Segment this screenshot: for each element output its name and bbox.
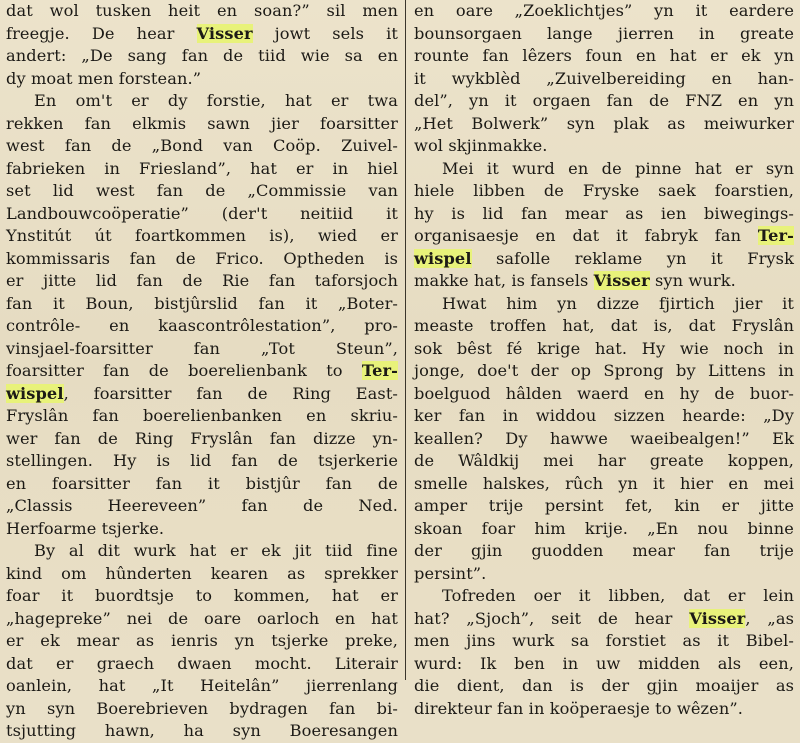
text-segment: measte troffen hat, dat is, dat Fryslân <box>414 316 794 335</box>
text-segment: rounte fan lêzers foun en hat er ek yn <box>414 46 794 65</box>
text-line <box>6 203 398 226</box>
highlighted-name: Ter- <box>361 361 398 380</box>
text-segment: dat wol tusken heit en soan?” sil men <box>6 1 398 20</box>
text-line <box>414 180 794 203</box>
text-segment: fabrieken in Friesland”, hat er in hiel <box>6 158 398 178</box>
text-segment: contrôle- en kaascontrôlestation”, pro- <box>6 316 398 335</box>
text-line <box>414 23 794 46</box>
text-segment: die dient, dan is der gjin moaijer as <box>414 676 794 695</box>
text-segment: dy moat men forstean.” <box>6 68 202 88</box>
text-line <box>6 383 398 406</box>
text-line <box>414 158 794 181</box>
text-line <box>414 653 794 676</box>
text-line <box>6 45 398 68</box>
text-line <box>414 315 794 338</box>
text-line <box>414 225 794 248</box>
text-segment: „hagepreke” nei de oare oarloch en hat <box>6 608 398 628</box>
text-line <box>414 45 794 68</box>
text-segment: smelle halskes, rûch yn it hier en mei <box>414 473 794 493</box>
text-line <box>414 495 794 518</box>
text-line <box>6 495 398 518</box>
text-segment: foar it buordtsje to kommen, hat er <box>6 586 398 605</box>
highlighted-name: Visser <box>196 23 253 43</box>
text-line <box>6 405 398 428</box>
highlighted-name: Ter- <box>757 226 794 245</box>
text-line <box>6 293 398 316</box>
text-segment: bounsorgaen lange jierren in greate <box>414 23 794 43</box>
text-segment: En om't er dy forstie, hat er twa <box>34 91 398 110</box>
text-line <box>414 405 794 428</box>
text-segment: yn syn Boerebrieven bydragen fan bi- <box>6 698 398 718</box>
text-line <box>414 203 794 226</box>
text-line <box>414 68 794 91</box>
text-segment: wol skjinmakke. <box>414 136 548 155</box>
text-line <box>6 338 398 361</box>
text-segment: tsjutting hawn, ha syn Boeresangen <box>6 721 398 740</box>
text-line <box>6 90 398 113</box>
text-line <box>6 158 398 181</box>
text-line <box>414 248 794 271</box>
text-segment: freegje. De hear <box>6 23 197 43</box>
text-segment: wer fan de Ring Fryslân fan dizze yn- <box>6 428 398 448</box>
text-line <box>6 225 398 248</box>
text-line <box>6 608 398 631</box>
text-line <box>414 518 794 541</box>
text-segment: ker fan in widdou sizzen hearde: „Dy <box>414 406 794 425</box>
text-line <box>414 360 794 383</box>
left-column <box>6 0 398 743</box>
text-line <box>6 428 398 451</box>
text-segment: er ek mear as ienris yn tsjerke preke, <box>6 631 398 650</box>
highlighted-name: wispel <box>414 248 472 268</box>
text-segment: vinsjael-foarsitter fan „Tot Steun”, <box>6 338 398 358</box>
text-segment: dat er graech dwaen mocht. Literair <box>6 653 398 673</box>
text-segment: persint”. <box>414 563 487 583</box>
text-line <box>414 0 794 23</box>
text-segment: makke hat, is fansels <box>414 271 594 290</box>
text-segment: jowt sels it <box>252 23 398 43</box>
text-segment: stellingen. Hy is lid fan de tsjerkerie <box>6 451 398 470</box>
text-line <box>414 563 794 586</box>
text-segment: fan it Boun, bistjûrslid fan it „Boter- <box>6 293 398 313</box>
text-segment: it wykblèd „Zuivelbereiding en han- <box>414 68 794 88</box>
text-line <box>6 518 398 541</box>
text-line <box>6 473 398 496</box>
text-line <box>6 585 398 608</box>
text-line <box>414 135 794 158</box>
text-segment: syn wurk. <box>649 271 736 290</box>
text-segment: „Classis Heereveen” fan de Ned. <box>6 496 398 515</box>
text-segment: safolle reklame yn it Frysk <box>471 248 794 268</box>
text-line <box>414 630 794 653</box>
text-segment: del”, yn it orgaen fan de FNZ en yn <box>414 91 794 110</box>
text-segment: oanlein, hat „It Heitelân” jierrenlang <box>6 676 398 695</box>
text-segment: amper trije persint fet, kin er jitte <box>414 496 794 515</box>
text-line <box>414 608 794 631</box>
text-line <box>414 540 794 563</box>
text-segment: foarsitter fan de boerelienbank to <box>6 361 362 380</box>
text-segment: der gjin guodden mear fan trije <box>414 541 794 560</box>
text-line <box>6 315 398 338</box>
right-column <box>414 0 794 720</box>
text-segment: Landbouwcoöperatie” (der't neitiid it <box>6 203 398 223</box>
text-line <box>414 698 794 721</box>
text-line <box>6 540 398 563</box>
text-line <box>414 90 794 113</box>
text-line <box>6 23 398 46</box>
text-segment: organisaesje en dat it fabryk fan <box>414 226 758 245</box>
text-line <box>6 0 398 23</box>
column-divider <box>405 0 406 680</box>
text-segment: , foarsitter fan de Ring East- <box>63 383 398 403</box>
text-line <box>6 563 398 586</box>
text-segment: set lid west fan de „Commissie van <box>6 181 398 200</box>
text-segment: Ynstitút út foartkommen is), wied er <box>6 226 398 245</box>
text-segment: hy is lid fan mear as ien biwegings- <box>414 203 794 223</box>
text-line <box>414 585 794 608</box>
text-line <box>6 675 398 698</box>
text-segment: er jitte lid fan de Rie fan taforsjoch <box>6 271 398 290</box>
text-segment: wurd: Ik ben in uw midden als een, <box>414 653 794 673</box>
text-segment: en oare „Zoeklichtjes” yn it eardere <box>414 1 794 20</box>
text-line <box>414 293 794 316</box>
text-segment: hat? „Sjoch”, seit de hear <box>414 608 690 628</box>
text-segment: kind om hûnderten kearen as sprekker <box>6 563 398 583</box>
text-segment: jonge, doe't der op Sprong by Littens in <box>414 361 794 380</box>
text-segment: Tofreden oer it libben, dat er lein <box>442 586 794 605</box>
text-line <box>6 450 398 473</box>
text-line <box>414 383 794 406</box>
text-segment: Hwat him yn dizze fjirtich jier it <box>442 293 794 313</box>
text-line <box>6 248 398 271</box>
text-line <box>414 450 794 473</box>
text-segment: , „as <box>745 608 794 628</box>
text-line <box>414 428 794 451</box>
text-line <box>414 113 794 136</box>
text-line <box>414 473 794 496</box>
text-line <box>6 698 398 721</box>
text-segment: direkteur fan in koöperaesje to wêzen”. <box>414 698 743 718</box>
text-line <box>414 675 794 698</box>
text-segment: skoan foar him krije. „En nou binne <box>414 518 794 538</box>
text-line <box>6 270 398 293</box>
text-segment: boelguod hâlden waerd en hy de buor- <box>414 383 794 403</box>
highlighted-name: wispel <box>6 383 64 403</box>
text-segment: andert: „De sang fan de tiid wie sa en <box>6 46 398 65</box>
text-segment: Fryslân fan boerelienbanken en skriu- <box>6 406 398 425</box>
text-segment: keallen? Dy hawwe waeibealgen!” Ek <box>414 428 794 448</box>
text-segment: kommissaris fan de Frico. Optheden is <box>6 248 398 268</box>
text-line <box>6 113 398 136</box>
highlighted-name: Visser <box>593 271 650 290</box>
text-segment: sok bêst fé krige hat. Hy wie noch in <box>414 338 794 358</box>
text-segment: Herfoarme tsjerke. <box>6 518 165 538</box>
text-segment: „Het Bolwerk” syn plak as meiwurker <box>414 113 794 133</box>
text-segment: By al dit wurk hat er ek jit tiid fine <box>34 541 398 560</box>
text-segment: west fan de „Bond van Coöp. Zuivel- <box>6 136 398 155</box>
text-segment: hiele libben de Fryske saek foarstien, <box>414 181 794 200</box>
text-line <box>6 630 398 653</box>
text-line <box>6 720 398 743</box>
text-line <box>6 653 398 676</box>
text-line <box>6 135 398 158</box>
text-segment: en foarsitter fan it bistjûr fan de <box>6 473 398 493</box>
text-segment: rekken fan elkmis sawn jier foarsitter <box>6 113 398 133</box>
text-line <box>6 180 398 203</box>
text-line <box>6 68 398 91</box>
highlighted-name: Visser <box>689 608 746 628</box>
text-line <box>414 338 794 361</box>
text-line <box>414 270 794 293</box>
text-segment: men jins wurk sa forstiet as it Bibel- <box>414 631 794 650</box>
text-segment: de Wâldkij mei har greate koppen, <box>414 451 794 470</box>
text-segment: Mei it wurd en de pinne hat er syn <box>442 158 794 178</box>
text-line <box>6 360 398 383</box>
